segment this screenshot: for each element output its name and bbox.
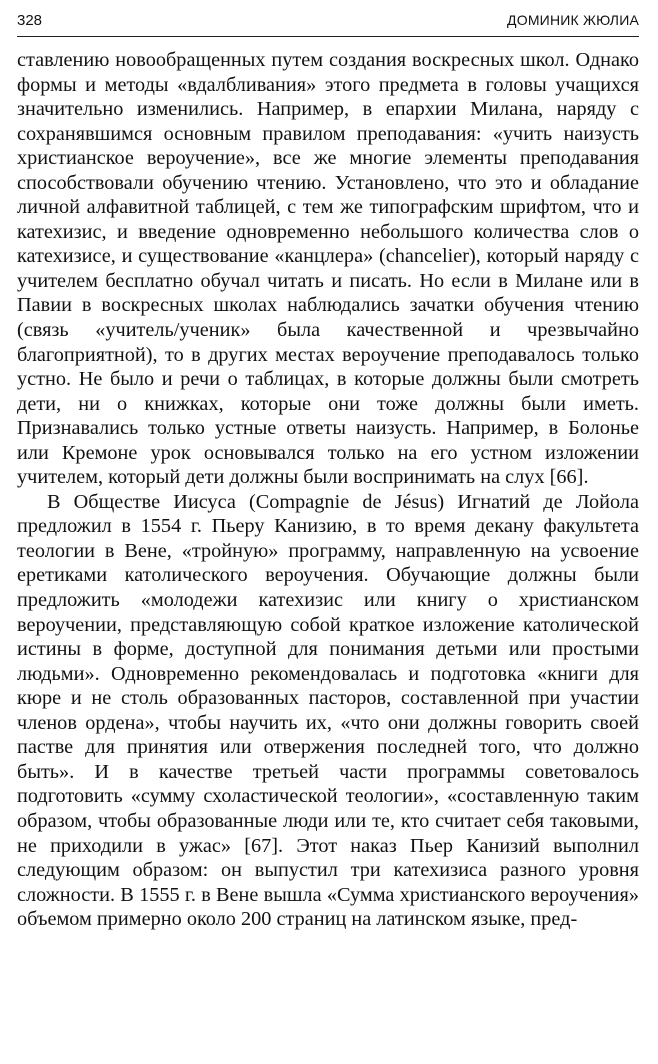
paragraph: ставлению новообращенных путем создания воскресных школ. Однако формы и методы «вдалбливания» этого предмета в головы учащихся значительно изменились. Например, в епархии Милана, наряду с сохранявшимся основным правилом преподавания: «учить наизусть христианское вероучение», все же многие элементы преподавания способствовали обучению чтению. Установлено, что это и обладание личной алфавитной таблицей, с тем же типографским шрифтом, что и катехизис, и введение одновременно небольшого количества слов о катехизисе, и существование «канцлера» (chancelier), который наряду с учителем бесплатно обучал читать и писать. Но если в Милане или в Павии в воскресных школах наблюдались зачатки обучения чтению (связь «учитель/ученик» была качественной и чрезвычайно благоприятной), то в других местах вероучение преподавалось только устно. Не было и речи о таблицах, в которые должны были смотреть дети, ни о книжках, которые они тоже должны были иметь. Признавались только устные ответы наизусть. Например, в Болонье или Кремоне урок основывался только на его устном изложении учителем, который дети должны были воспринимать на слух [66].: [17, 49, 639, 489]
page-header: [17, 10, 639, 37]
paragraph: В Обществе Иисуса (Compagnie de Jésus) Игнатий де Лойола предложил в 1554 г. Пьеру Канизию, в то время декану факультета теологии в Вене, «тройную» программу, направленную на усвоение еретиками католического вероучения. Обучающие должны были предложить «молодежи катехизис или книгу о христианском вероучении, представляющую собой краткое изложение католической истины в форме, доступной для понимания детьми или простыми людьми». Одновременно рекомендовалась и подготовка «книги для кюре и не столь образованных пасторов, составленной при участии членов ордена», чтобы научить их, «что они должны говорить своей пастве для принятия или отвержения последней того, что должно быть». И в качестве третьей части программы советовалось подготовить «сумму схоластической теологии», «составленную таким образом, чтобы образованные люди или те, кто считает себя таковыми, не приходили в ужас» [67]. Этот наказ Пьер Канизий выполнил следующим образом: он выпустил три катехизиса разного уровня сложности. В 1555 г. в Вене вышла «Сумма христианского вероучения» объемом примерно около 200 страниц на латинском языке, пред-: [17, 490, 639, 931]
body-text: [17, 48, 639, 932]
page-number: 328: [17, 12, 43, 29]
running-head: ДОМИНИК ЖЮЛИА: [507, 12, 639, 28]
